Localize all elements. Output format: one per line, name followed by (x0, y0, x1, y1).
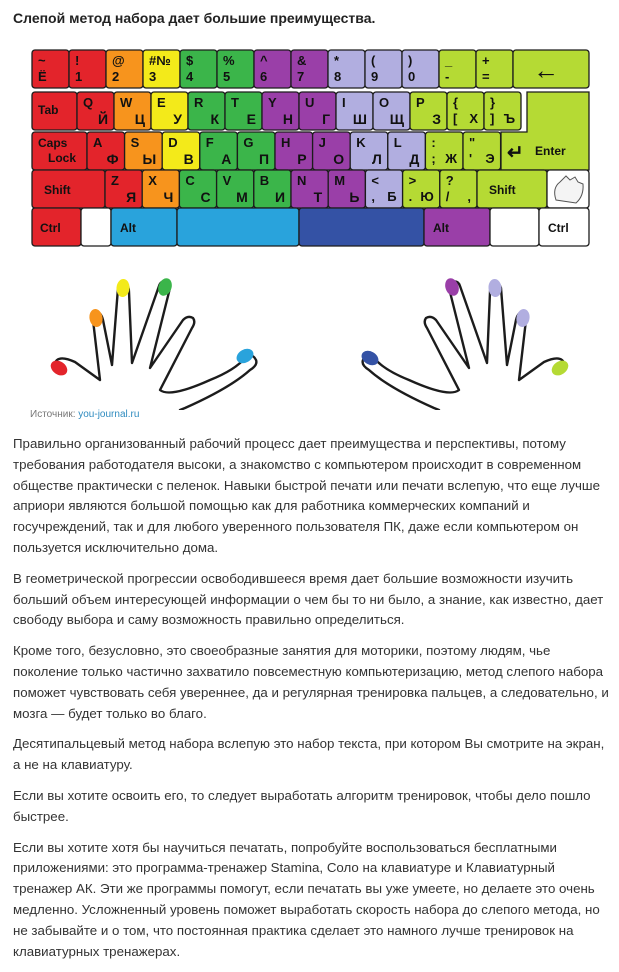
backspace-arrow-icon: ← (533, 55, 559, 85)
key-row2 (299, 92, 336, 130)
key-char: Ё (38, 69, 47, 84)
key-row4 (328, 170, 365, 208)
right-fingertip (549, 358, 571, 379)
key-char: 0 (408, 69, 416, 84)
key-ru-char: Ы (142, 151, 157, 167)
key-shift-char: $ (186, 53, 194, 68)
key-row4 (217, 170, 254, 208)
key-row3 (275, 132, 313, 170)
key-ru-char: Ь (349, 189, 360, 205)
key-char: - (445, 69, 450, 84)
key-ru-char: Ц (134, 111, 145, 127)
key-logo (547, 170, 589, 208)
key-latin-char: L (393, 135, 402, 150)
ctrl-label: Ctrl (40, 221, 61, 235)
key-char: 2 (112, 69, 120, 84)
key-shift-char: < (371, 173, 379, 188)
key-ru-char: Щ (389, 111, 404, 127)
key-ru-char: М (236, 189, 248, 205)
paragraph: Правильно организованный рабочий процесс дает преимущества и перспективы, потому требования работодателя высоки, а знакомство с компьютером происходит в современном обществе практически с пеленок. Навыки быстрой печати или печати вслепую, что еще лучше априори являются большой помощью как для работника коммерческих компаний и госучреждений, так и для любого уверенного пользователя ПК, даже если компьютером он пользуется исключительно дома. (13, 436, 600, 555)
key-ru-char: Ъ (503, 111, 515, 126)
right-hand (359, 276, 571, 410)
key-row4 (254, 170, 291, 208)
key-row2 (114, 92, 151, 130)
key-char: ; (431, 151, 436, 166)
key-char: 6 (260, 69, 268, 84)
key-shift-char: + (482, 53, 490, 68)
key-ru-char: Т (313, 189, 323, 205)
tab-label: Tab (38, 103, 59, 117)
key-char: [ (453, 111, 458, 126)
key-ru-char: В (183, 151, 194, 167)
key-shift-char: ( (371, 53, 376, 68)
caps-label: Caps (38, 136, 68, 150)
key-row1 (217, 50, 254, 88)
key-latin-char: O (379, 95, 390, 110)
key-space-left (177, 208, 299, 246)
key-ru-char: Ш (352, 111, 367, 127)
key-shift-char: ! (75, 53, 80, 68)
key-row1 (143, 50, 180, 88)
key-latin-char: V (222, 173, 232, 188)
key-row4 (403, 170, 440, 208)
key-row4 (142, 170, 179, 208)
key-latin-char: U (305, 95, 315, 110)
lock-label: Lock (48, 151, 77, 165)
paragraph: В геометрической прогрессии освободившееся время дает большие возможности изучить больший объем интересующей информации о чем бы то ни было, а знание, как известно, дает свободу выбора и саму возможность правильно определиться. (13, 570, 604, 628)
key-ru-char: А (221, 151, 232, 167)
key-row3 (388, 132, 426, 170)
alt-right-label: Alt (433, 221, 449, 235)
paragraph: Если вы хотите хотя бы научиться печатать, попробуйте воспользоваться бесплатными приложениями: это программа-тренажер Stamina, Соло на клавиатуре и Клавиатурный тренажер АК. Эти же программы помогут, если печатать вы уже умеете, но делаете это очень медленно. Усложненный уровень поможет выработать скорость набора до слепого метода, но не забывайте и о том, что постоянная практика сделает это намного лучше тренировок на клавиатурных тренажерах. (13, 839, 600, 959)
enter-arrow-icon: ↵ (507, 142, 524, 164)
key-shift-char: } (490, 95, 496, 110)
key-backspace (513, 50, 589, 88)
source-label: Источник: (30, 409, 76, 420)
key-char: 8 (334, 69, 342, 84)
key-latin-char: J (318, 135, 326, 150)
key-row4 (291, 170, 328, 208)
key-char: ] (490, 111, 495, 126)
key-shift-char: > (408, 173, 417, 188)
key-latin-char: A (93, 135, 103, 150)
key-ru-char: Н (282, 111, 293, 127)
paragraph: Кроме того, безусловно, это своеобразные занятия для моторики, поэтому людям, чье поколение только частично захватило повсеместную компьютеризацию, метод слепого набора поможет чувствовать себя увереннее, да и регулярная тренировка пальцев, а следовательно, и мозга — будет только во благо. (13, 643, 609, 721)
key-row3 (200, 132, 238, 170)
left-fingertip (48, 358, 70, 379)
key-char: . (408, 189, 413, 204)
key-char: 7 (297, 69, 305, 84)
key-char: ' (469, 151, 473, 166)
paragraph: Если вы хотите освоить его, то следует выработать алгоритм тренировок, чтобы дело пошло быстрее. (13, 787, 591, 824)
key-shift-left (32, 170, 105, 208)
key-ctrl-right (539, 208, 589, 246)
key-blank-right (490, 208, 539, 246)
key-shift-char: ^ (260, 53, 268, 68)
key-shift-char: ? (445, 173, 454, 188)
right-fingertip (443, 276, 461, 297)
key-char: 5 (223, 69, 231, 84)
key-ru-char: К (210, 111, 219, 127)
paragraph: Десятипальцевый метод набора вслепую это набор текста, при котором Вы смотрите на экран, а не на клавиатуру. (13, 736, 605, 773)
key-row2 (373, 92, 410, 130)
key-shift-char: ) (408, 53, 413, 68)
key-ru-char: У (173, 111, 182, 127)
key-ru-char: П (258, 151, 269, 167)
key-alt-left (111, 208, 177, 246)
key-row2 (336, 92, 373, 130)
shift-right-label: Shift (489, 183, 516, 197)
key-ru-char: Х (469, 111, 478, 126)
key-blank-left (81, 208, 111, 246)
key-latin-char: B (259, 173, 270, 188)
hands-illustration (0, 270, 619, 410)
key-ru-char: , (467, 189, 471, 204)
key-ru-char: О (333, 151, 345, 167)
key-ru-char: С (200, 189, 211, 205)
key-shift-char: : (431, 135, 436, 150)
key-row3 (162, 132, 200, 170)
key-ru-char: Ч (163, 189, 174, 205)
key-latin-char: G (243, 135, 254, 150)
key-row3 (125, 132, 163, 170)
key-row3 (425, 132, 463, 170)
key-row4 (179, 170, 216, 208)
key-ctrl-left (32, 208, 81, 246)
key-row4 (105, 170, 142, 208)
key-ru-char: З (432, 111, 441, 127)
key-char: , (371, 189, 376, 204)
keyboard-illustration (0, 0, 619, 260)
key-row3 (237, 132, 275, 170)
key-row2 (77, 92, 114, 130)
ctrl-right-label: Ctrl (548, 221, 569, 235)
key-latin-char: F (205, 135, 214, 150)
key-shift-right (477, 170, 547, 208)
key-row1 (439, 50, 476, 88)
key-shift-char: #№ (149, 53, 171, 68)
key-row1 (291, 50, 328, 88)
key-shift-char: " (469, 135, 476, 150)
key-latin-char: C (185, 173, 195, 188)
alt-label: Alt (120, 221, 136, 235)
key-row1 (180, 50, 217, 88)
key-shift-char: & (297, 53, 307, 68)
key-row1 (365, 50, 402, 88)
key-latin-char: P (416, 95, 425, 110)
left-hand (48, 276, 257, 410)
key-shift-char: * (334, 53, 340, 68)
key-caps-lock (32, 132, 87, 170)
key-char: 4 (186, 69, 194, 84)
key-row2 (262, 92, 299, 130)
enter-label: Enter (535, 144, 566, 158)
key-row3 (313, 132, 351, 170)
key-shift-char: ~ (38, 53, 46, 68)
key-tab (32, 92, 77, 130)
key-row3 (87, 132, 125, 170)
key-latin-char: T (231, 95, 239, 110)
key-ru-char: Ю (420, 189, 434, 204)
article-title: Слепой метод набора дает большие преимущества. (13, 10, 376, 26)
key-space-right (299, 208, 424, 246)
key-char: / (445, 189, 450, 204)
key-row3 (350, 132, 388, 170)
key-ru-char: Ж (445, 151, 457, 166)
key-row2 (484, 92, 521, 130)
key-char: = (482, 69, 490, 84)
key-row2 (188, 92, 225, 130)
key-alt-right (424, 208, 490, 246)
key-char: 3 (149, 69, 157, 84)
key-row1 (32, 50, 69, 88)
left-fingertip (88, 308, 104, 328)
key-ru-char: Д (409, 151, 420, 167)
key-row3 (463, 132, 501, 170)
left-fingertip (156, 276, 174, 297)
key-row1 (106, 50, 143, 88)
article-body (13, 434, 611, 972)
key-char: 1 (75, 69, 83, 84)
key-ru-char: Я (126, 189, 137, 205)
key-latin-char: N (297, 173, 307, 188)
key-ru-char: Й (97, 111, 108, 127)
key-row1 (402, 50, 439, 88)
key-latin-char: K (356, 135, 366, 150)
key-row1 (476, 50, 513, 88)
key-latin-char: E (157, 95, 166, 110)
key-row1 (254, 50, 291, 88)
image-source (30, 409, 139, 420)
key-row1 (69, 50, 106, 88)
key-ru-char: Е (246, 111, 256, 127)
key-ru-char: Б (387, 189, 397, 204)
key-latin-char: D (168, 135, 178, 150)
key-row2 (447, 92, 484, 130)
key-shift-char: { (453, 95, 459, 110)
key-row4 (440, 170, 477, 208)
key-latin-char: X (148, 173, 157, 188)
key-latin-char: M (334, 173, 346, 188)
key-row2 (225, 92, 262, 130)
key-ru-char: Э (485, 151, 495, 166)
key-row2 (151, 92, 188, 130)
key-ru-char: И (274, 189, 285, 205)
key-shift-char: % (223, 53, 235, 68)
key-latin-char: H (281, 135, 291, 150)
key-latin-char: Z (111, 173, 119, 188)
key-latin-char: Q (83, 95, 94, 110)
key-latin-char: W (120, 95, 133, 110)
key-latin-char: I (342, 95, 346, 110)
key-shift-char: @ (112, 53, 125, 68)
right-fingertip (515, 308, 531, 328)
key-latin-char: Y (268, 95, 277, 110)
key-row1 (328, 50, 365, 88)
key-ru-char: Л (371, 151, 382, 167)
key-latin-char: S (130, 135, 140, 150)
key-ru-char: Р (297, 151, 307, 167)
key-row2 (410, 92, 447, 130)
source-link[interactable]: you-journal.ru (78, 409, 140, 420)
key-ru-char: Ф (106, 151, 119, 167)
shift-label: Shift (44, 183, 71, 197)
key-shift-char: _ (445, 53, 453, 68)
left-fingertip (234, 346, 256, 366)
key-ru-char: Г (322, 111, 330, 127)
key-row4 (365, 170, 402, 208)
key-latin-char: R (194, 95, 204, 110)
key-char: 9 (371, 69, 379, 84)
